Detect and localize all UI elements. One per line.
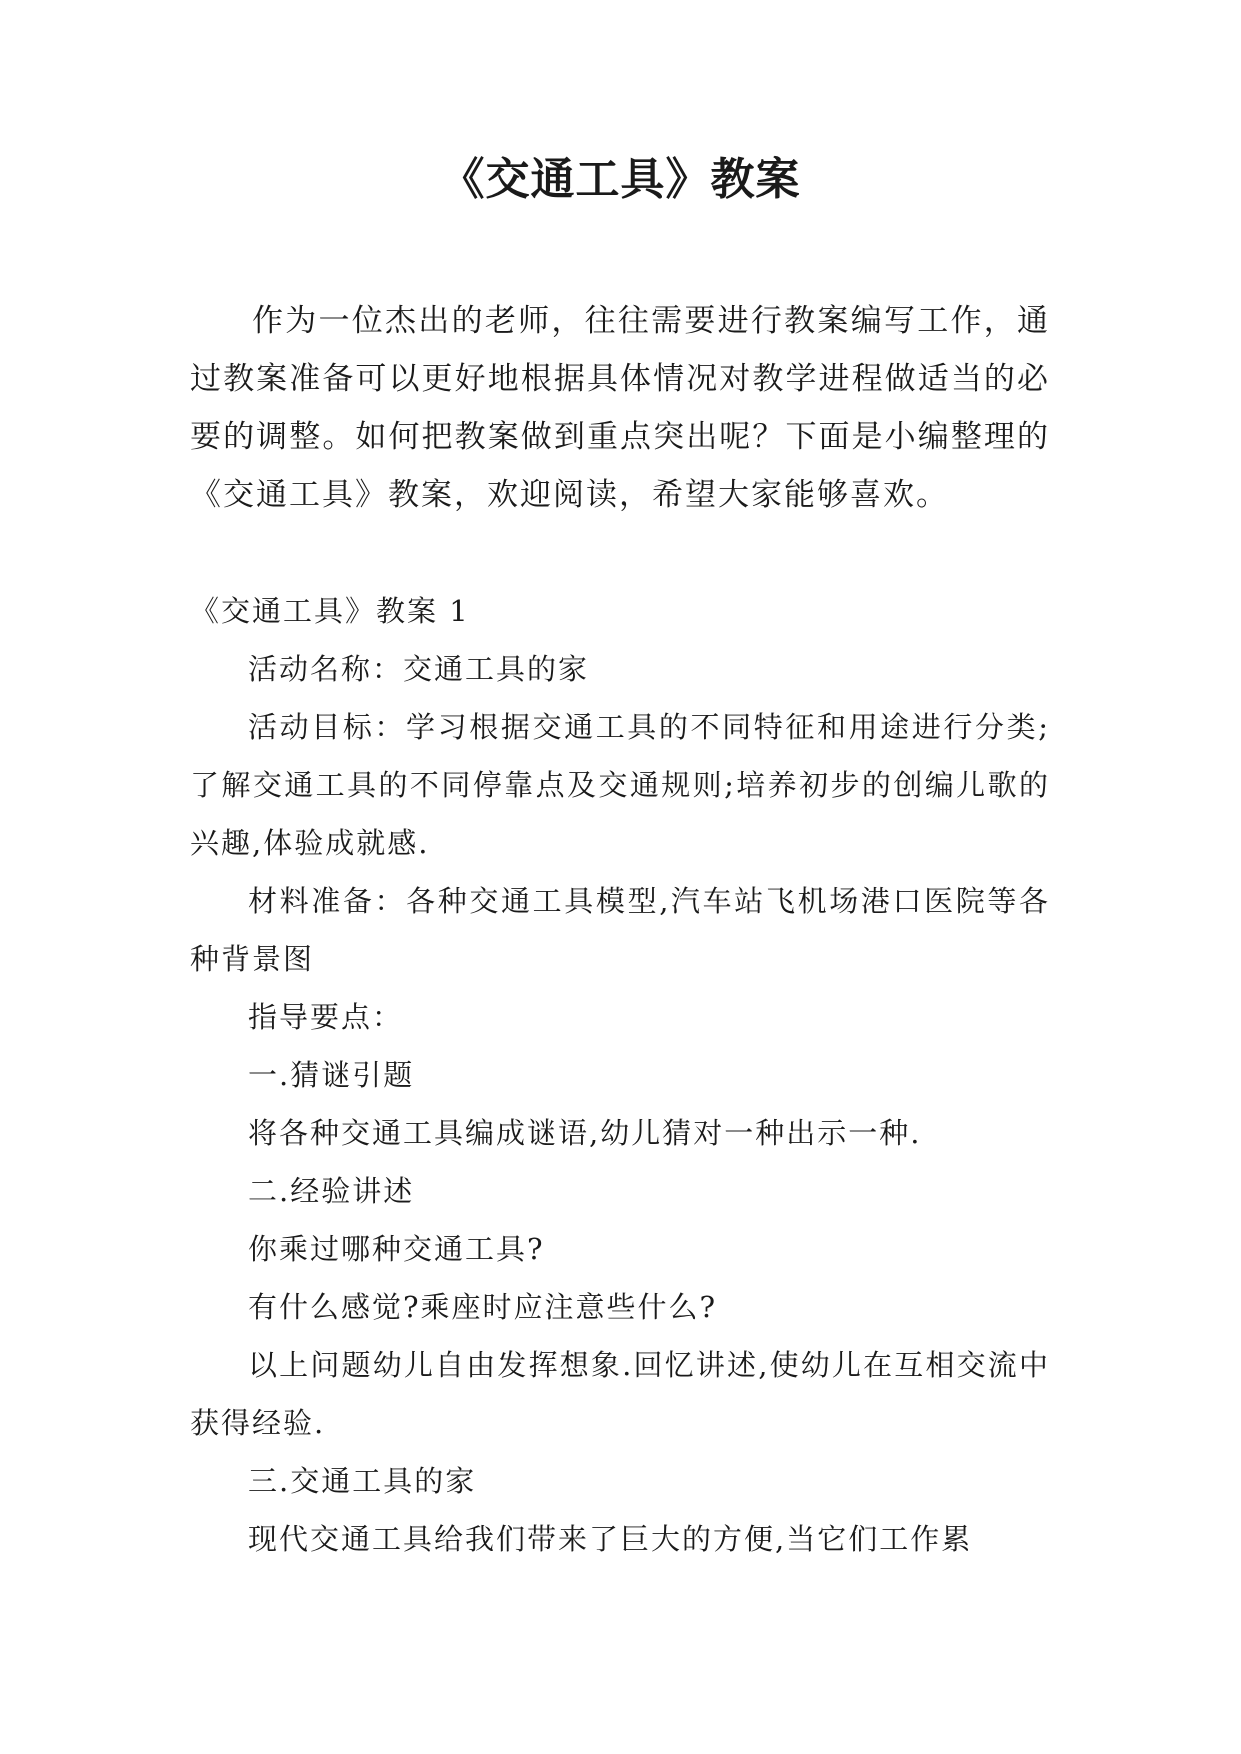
page-title: 《交通工具》教案 <box>440 154 801 205</box>
guidance-heading: 指导要点： <box>248 1000 404 1034</box>
step-3-text: 现代交通工具给我们带来了巨大的方便,当它们工作累 <box>248 1522 973 1556</box>
section-heading: 《交通工具》教案 1 <box>190 594 470 628</box>
document-body <box>190 582 1050 1568</box>
step-2-heading: 二.经验讲述 <box>248 1174 415 1208</box>
step-2-question-1: 你乘过哪种交通工具? <box>248 1232 545 1266</box>
step-1-heading: 一.猜谜引题 <box>248 1058 415 1092</box>
activity-goal-paragraph: 活动目标：学习根据交通工具的不同特征和用途进行分类;了解交通工具的不同停靠点及交通规则;培养初步的创编儿歌的兴趣,体验成就感. <box>190 710 1050 860</box>
activity-name-paragraph: 活动名称：交通工具的家 <box>248 652 590 686</box>
step-2-text: 以上问题幼儿自由发挥想象.回忆讲述,使幼儿在互相交流中获得经验. <box>190 1348 1050 1440</box>
materials-paragraph: 材料准备：各种交通工具模型,汽车站飞机场港口医院等各种背景图 <box>190 884 1050 976</box>
intro-paragraph: 作为一位杰出的老师，往往需要进行教案编写工作，通过教案准备可以更好地根据具体情况对教学进程做适当的必要的调整。如何把教案做到重点突出呢？下面是小编整理的《交通工具》教案，欢迎阅读，希望大家能够喜欢。 <box>190 303 1050 513</box>
step-1-text: 将各种交通工具编成谜语,幼儿猜对一种出示一种. <box>248 1116 922 1150</box>
step-2-question-2: 有什么感觉?乘座时应注意些什么? <box>248 1290 718 1324</box>
step-3-heading: 三.交通工具的家 <box>248 1464 477 1498</box>
